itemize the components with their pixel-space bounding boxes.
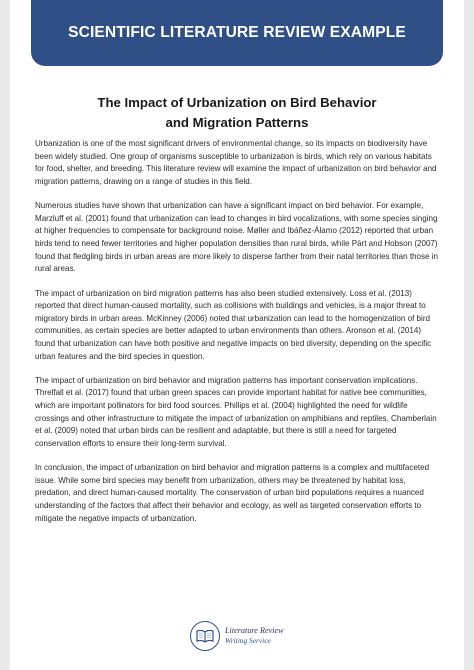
logo-line-2: Writing Service <box>225 636 271 645</box>
header-banner <box>31 0 443 66</box>
banner-title: SCIENTIFIC LITERATURE REVIEW EXAMPLE <box>68 24 406 41</box>
document-body <box>35 138 439 537</box>
document-title-line-2: and Migration Patterns <box>165 115 309 130</box>
document-title <box>10 93 464 133</box>
paragraph-introduction: Urbanization is one of the most significant drivers of environmental change, so its impacts on biodiversity have been widely studied. One group of organisms susceptible to urbanization is birds, which rely on various habitats for food, shelter, and breeding. This literature review will examine the impact of urbanization on bird behavior and migration patterns, drawing on a range of studies in this field. <box>35 139 437 186</box>
paragraph-conclusion: In conclusion, the impact of urbanization on bird behavior and migration patterns is a complex and multifaceted issue. While some bird species may benefit from urbanization, others may be threatened by habitat loss, predation, and direct human-caused mortality. The conservation of urban bird populations requires a nuanced understanding of the factors that affect their behavior and ecology, as well as targeted conservation efforts to mitigate the negative impacts of urbanization. <box>35 463 430 523</box>
paragraph-conservation: The impact of urbanization on bird behavior and migration patterns has important conservation implications. Threlfall et al. (2017) found that urban green spaces can provide important habitat for native bee communities, which are important pollinators for bird food sources. Phillips et al. (2004) highlighted the need for wildlife crossings and other infrastructure to mitigate the impact of urbanization on amphibians and reptiles. Chamberlain et al. (2009) noted that urban birds can be resilient and adaptable, but there is still a need for targeted conservation efforts to ensure their long-term survival. <box>35 375 437 448</box>
footer-logo <box>190 620 290 652</box>
open-book-icon <box>190 621 220 651</box>
logo-line-1: Literature Review <box>225 626 284 635</box>
logo-text <box>225 626 284 646</box>
document-title-line-1: The Impact of Urbanization on Bird Behavior <box>97 95 377 110</box>
paragraph-bird-behavior: Numerous studies have shown that urbanization can have a significant impact on bird behavior. For example, Marzluff et al. (2001) found that urbanization can lead to changes in bird vocalizations, with some species singing at higher frequencies to compensate for background noise. Møller and Ibáñez-Álamo (2012) reported that urban birds tend to need fewer territories and higher population densities than rural birds, while Pärt and Hobson (2007) found that fledgling birds in urban areas are more likely to disperse farther from their natal territories than those in rural areas. <box>35 201 439 274</box>
document-page <box>10 0 464 670</box>
paragraph-migration-patterns: The impact of urbanization on bird migration patterns has also been studied extensively. Loss et al. (2013) reported that direct human-caused mortality, such as collisions with buildings and vehicles, is a major threat to migratory birds in urban areas. McKinney (2006) noted that urbanization can lead to the homogenization of bird communities, as certain species are better adapted to urban environments than others. Aronson et al. (2014) found that urbanization can have both positive and negative impacts on bird diversity, depending on the specific urban features and the bird species in question. <box>35 288 432 361</box>
